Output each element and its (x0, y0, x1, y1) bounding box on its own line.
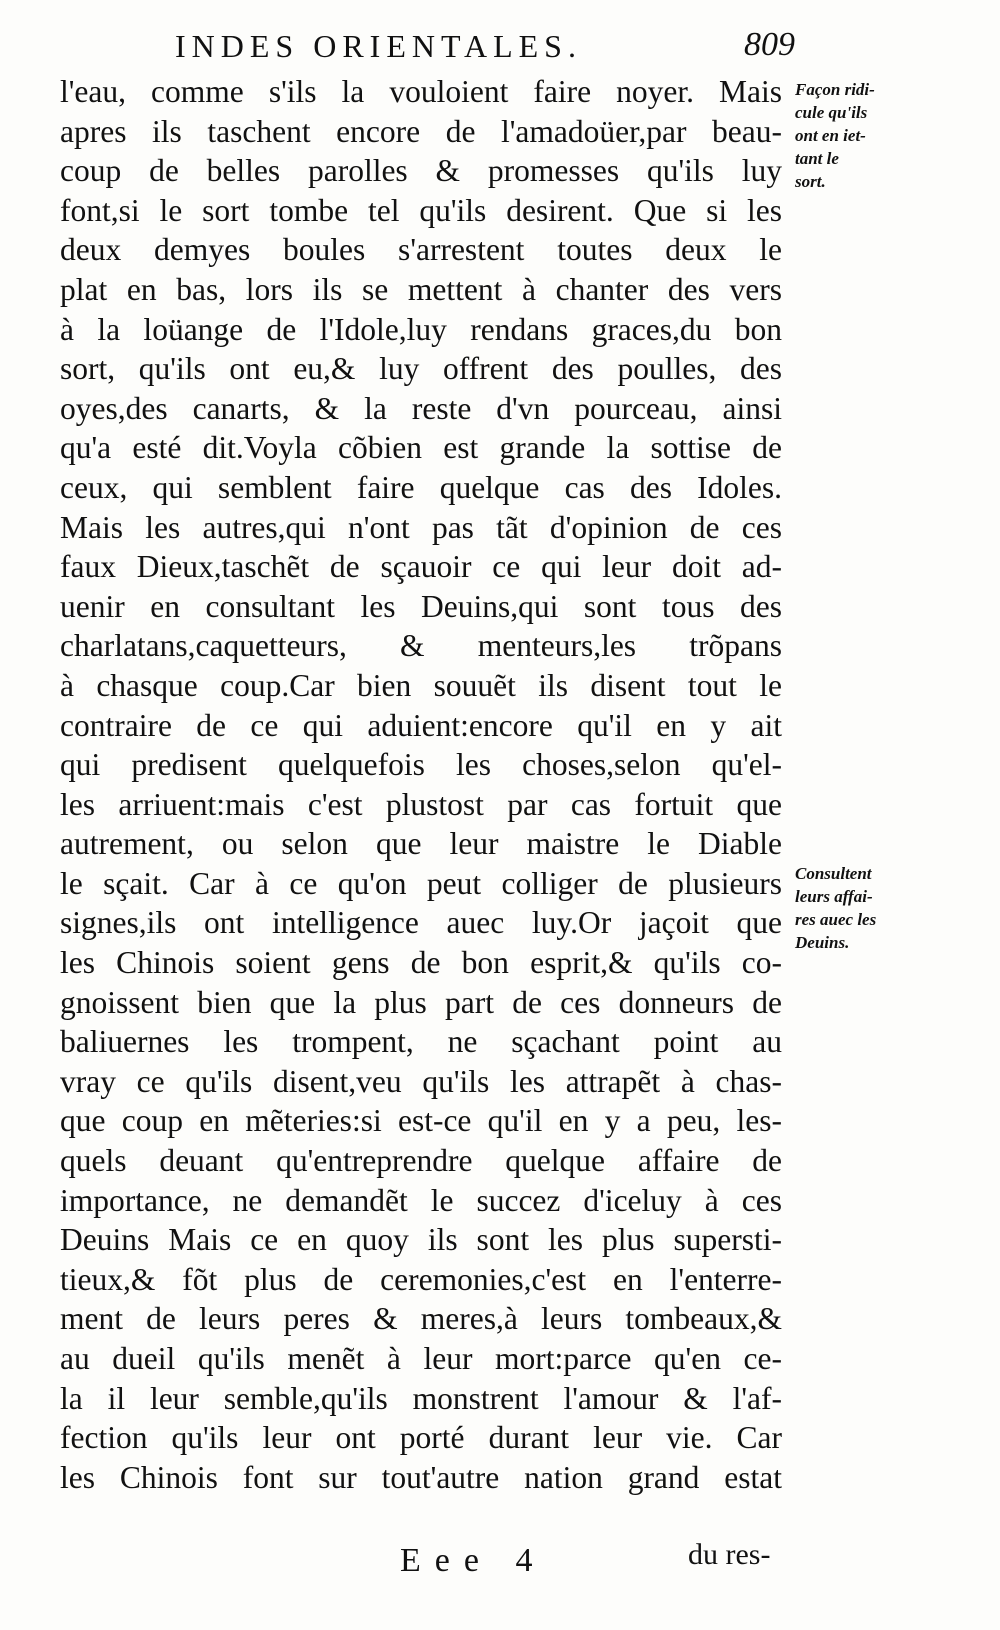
text-line: tieux,& fõt plus de ceremonies,c'est en l'enterre- (60, 1261, 782, 1297)
text-line: faux Dieux,taschẽt de sçauoir ce qui leur doit ad- (60, 549, 782, 585)
text-line: vray ce qu'ils disent,veu qu'ils les attrapẽt à chas- (60, 1063, 782, 1099)
text-line: importance, ne demandẽt le succez d'iceluy à ces (60, 1182, 782, 1218)
body-text (60, 72, 782, 1497)
text-line: les arriuent:mais c'est plustost par cas fortuit que (60, 786, 782, 822)
text-line: deux demyes boules s'arrestent toutes deux le (60, 232, 782, 268)
text-line: que coup en mẽteries:si est-ce qu'il en y a peu, les- (60, 1103, 782, 1139)
text-line: qu'a esté dit.Voyla cõbien est grande la sottise de (60, 430, 782, 466)
text-line: à chasque coup.Car bien souuẽt ils disent tout le (60, 667, 782, 703)
margin-note-soothsayers: Consultent leurs affai- res auec les Deuins. (795, 864, 877, 952)
text-line: autrement, ou selon que leur maistre le Diable (60, 826, 782, 862)
text-line: font,si le sort tombe tel qu'ils desirent. Que si les (60, 192, 782, 228)
text-line: les Chinois font sur tout'autre nation grand estat (60, 1459, 782, 1495)
text-line: à la loüange de l'Idole,luy rendans graces,du bon (60, 311, 782, 347)
text-line: signes,ils ont intelligence auec luy.Or jaçoit que (60, 905, 782, 941)
text-line: fection qu'ils leur ont porté durant leur vie. Car (60, 1420, 782, 1456)
margin-note-divination: Façon ridi- cule qu'ils ont en iet- tant le sort. (795, 80, 875, 191)
text-line: sort, qu'ils ont eu,& luy offrent des poulles, des (60, 351, 782, 387)
text-line: apres ils taschent encore de l'amadoüer,par beau- (60, 113, 782, 149)
text-line: ceux, qui semblent faire quelque cas des Idoles. (60, 469, 782, 505)
text-line: ment de leurs peres & meres,à leurs tombeaux,& (60, 1301, 782, 1337)
text-line: coup de belles parolles & promesses qu'ils luy (60, 153, 782, 189)
text-line: uenir en consultant les Deuins,qui sont tous des (60, 588, 782, 624)
text-line: le sçait. Car à ce qu'on peut colliger de plusieurs (60, 865, 782, 901)
text-line: gnoissent bien que la plus part de ces donneurs de (60, 984, 782, 1020)
text-line: plat en bas, lors ils se mettent à chanter des vers (60, 271, 782, 307)
text-line: baliuernes les trompent, ne sçachant point au (60, 1024, 782, 1060)
text-line: quels deuant qu'entreprendre quelque affaire de (60, 1143, 782, 1179)
text-line: les Chinois soient gens de bon esprit,& qu'ils co- (60, 945, 782, 981)
text-line: contraire de ce qui aduient:encore qu'il en y ait (60, 707, 782, 743)
text-line: Mais les autres,qui n'ont pas tãt d'opinion de ces (60, 509, 782, 545)
text-line: Deuins Mais ce en quoy ils sont les plus supersti- (60, 1222, 782, 1258)
running-head: INDES ORIENTALES. (175, 28, 582, 64)
text-line: qui predisent quelquefois les choses,selon qu'el- (60, 747, 782, 783)
text-line: la il leur semble,qu'ils monstrent l'amour & l'af- (60, 1380, 782, 1416)
text-line: au dueil qu'ils menẽt à leur mort:parce qu'en ce- (60, 1341, 782, 1376)
text-line: oyes,des canarts, & la reste d'vn pourceau, ainsi (60, 390, 782, 426)
text-line: charlatans,caquetteurs, & menteurs,les trõpans (60, 628, 782, 664)
signature-mark: Eee 4 (400, 1542, 547, 1579)
text-line: l'eau, comme s'ils la vouloient faire noyer. Mais (60, 74, 782, 109)
page-number: 809 (744, 26, 795, 63)
catchword: du res- (688, 1538, 771, 1571)
